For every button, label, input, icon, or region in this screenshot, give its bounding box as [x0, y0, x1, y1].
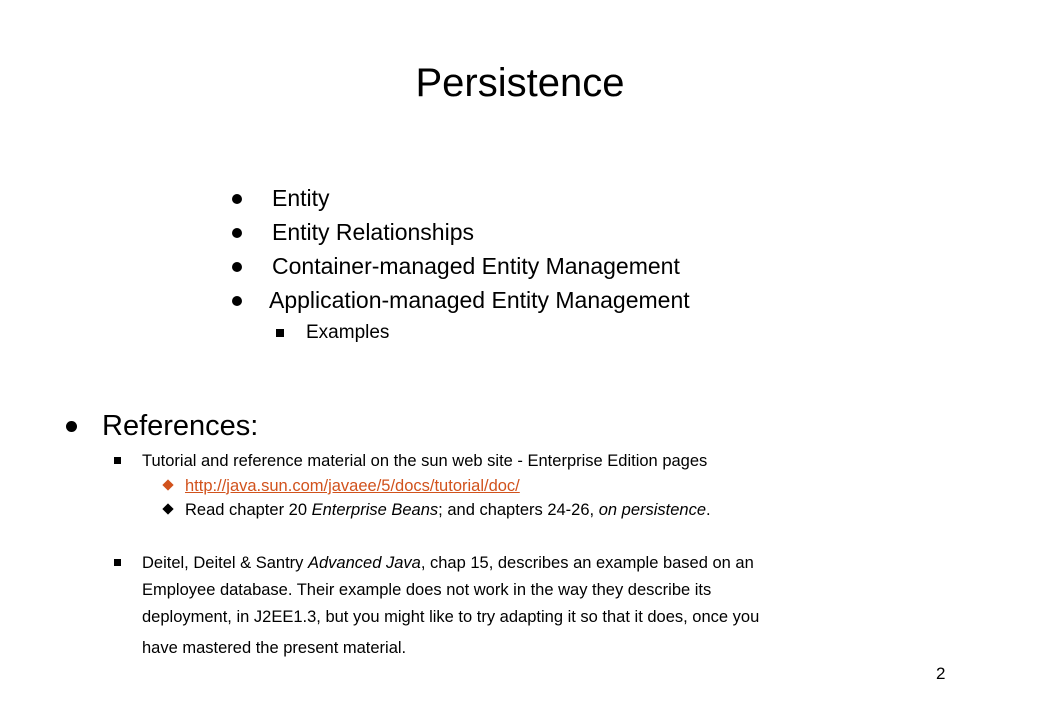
- bullet-dot-icon: [232, 262, 242, 272]
- references-section: [66, 404, 986, 662]
- topic-text: Entity Relationships: [272, 219, 474, 245]
- reference-item: [66, 550, 986, 662]
- reference-text: Tutorial and reference material on the sun web site - Enterprise Edition pages: [142, 452, 708, 470]
- reference-subitem: [66, 474, 986, 498]
- topic-text: Container-managed Entity Management: [272, 253, 680, 279]
- page-number: 2: [936, 664, 946, 683]
- bullet-dot-icon: [232, 228, 242, 238]
- bullet-square-icon: [276, 329, 284, 337]
- bullet-dot-icon: [66, 421, 77, 432]
- references-heading: [66, 404, 986, 448]
- reference-item: [66, 448, 986, 474]
- slide-title: Persistence: [415, 61, 625, 105]
- reference-subitem: [66, 498, 986, 522]
- reading-note: Read chapter 20 Enterprise Beans; and chapters 24-26, on persistence.: [185, 501, 711, 519]
- bullet-diamond-icon: [162, 479, 173, 490]
- topic-text: Application-managed Entity Management: [269, 287, 690, 313]
- references-heading-text: References:: [102, 410, 259, 442]
- bullet-diamond-icon: [162, 503, 173, 514]
- subtopic-text: Examples: [306, 322, 390, 343]
- bullet-dot-icon: [232, 296, 242, 306]
- reference-text: Deitel, Deitel & Santry Advanced Java, chap 15, describes an example based on an Employee database. Their example does not work in the way they describe its deployment, in J2EE1.3, but you might like to try adapting it so that it does, once you have mastered the present material.: [142, 554, 760, 657]
- bullet-dot-icon: [232, 194, 242, 204]
- tutorial-link[interactable]: http://java.sun.com/javaee/5/docs/tutorial/doc/: [185, 477, 520, 495]
- bullet-square-icon: [114, 457, 121, 464]
- bullet-square-icon: [114, 559, 121, 566]
- topic-text: Entity: [272, 185, 330, 211]
